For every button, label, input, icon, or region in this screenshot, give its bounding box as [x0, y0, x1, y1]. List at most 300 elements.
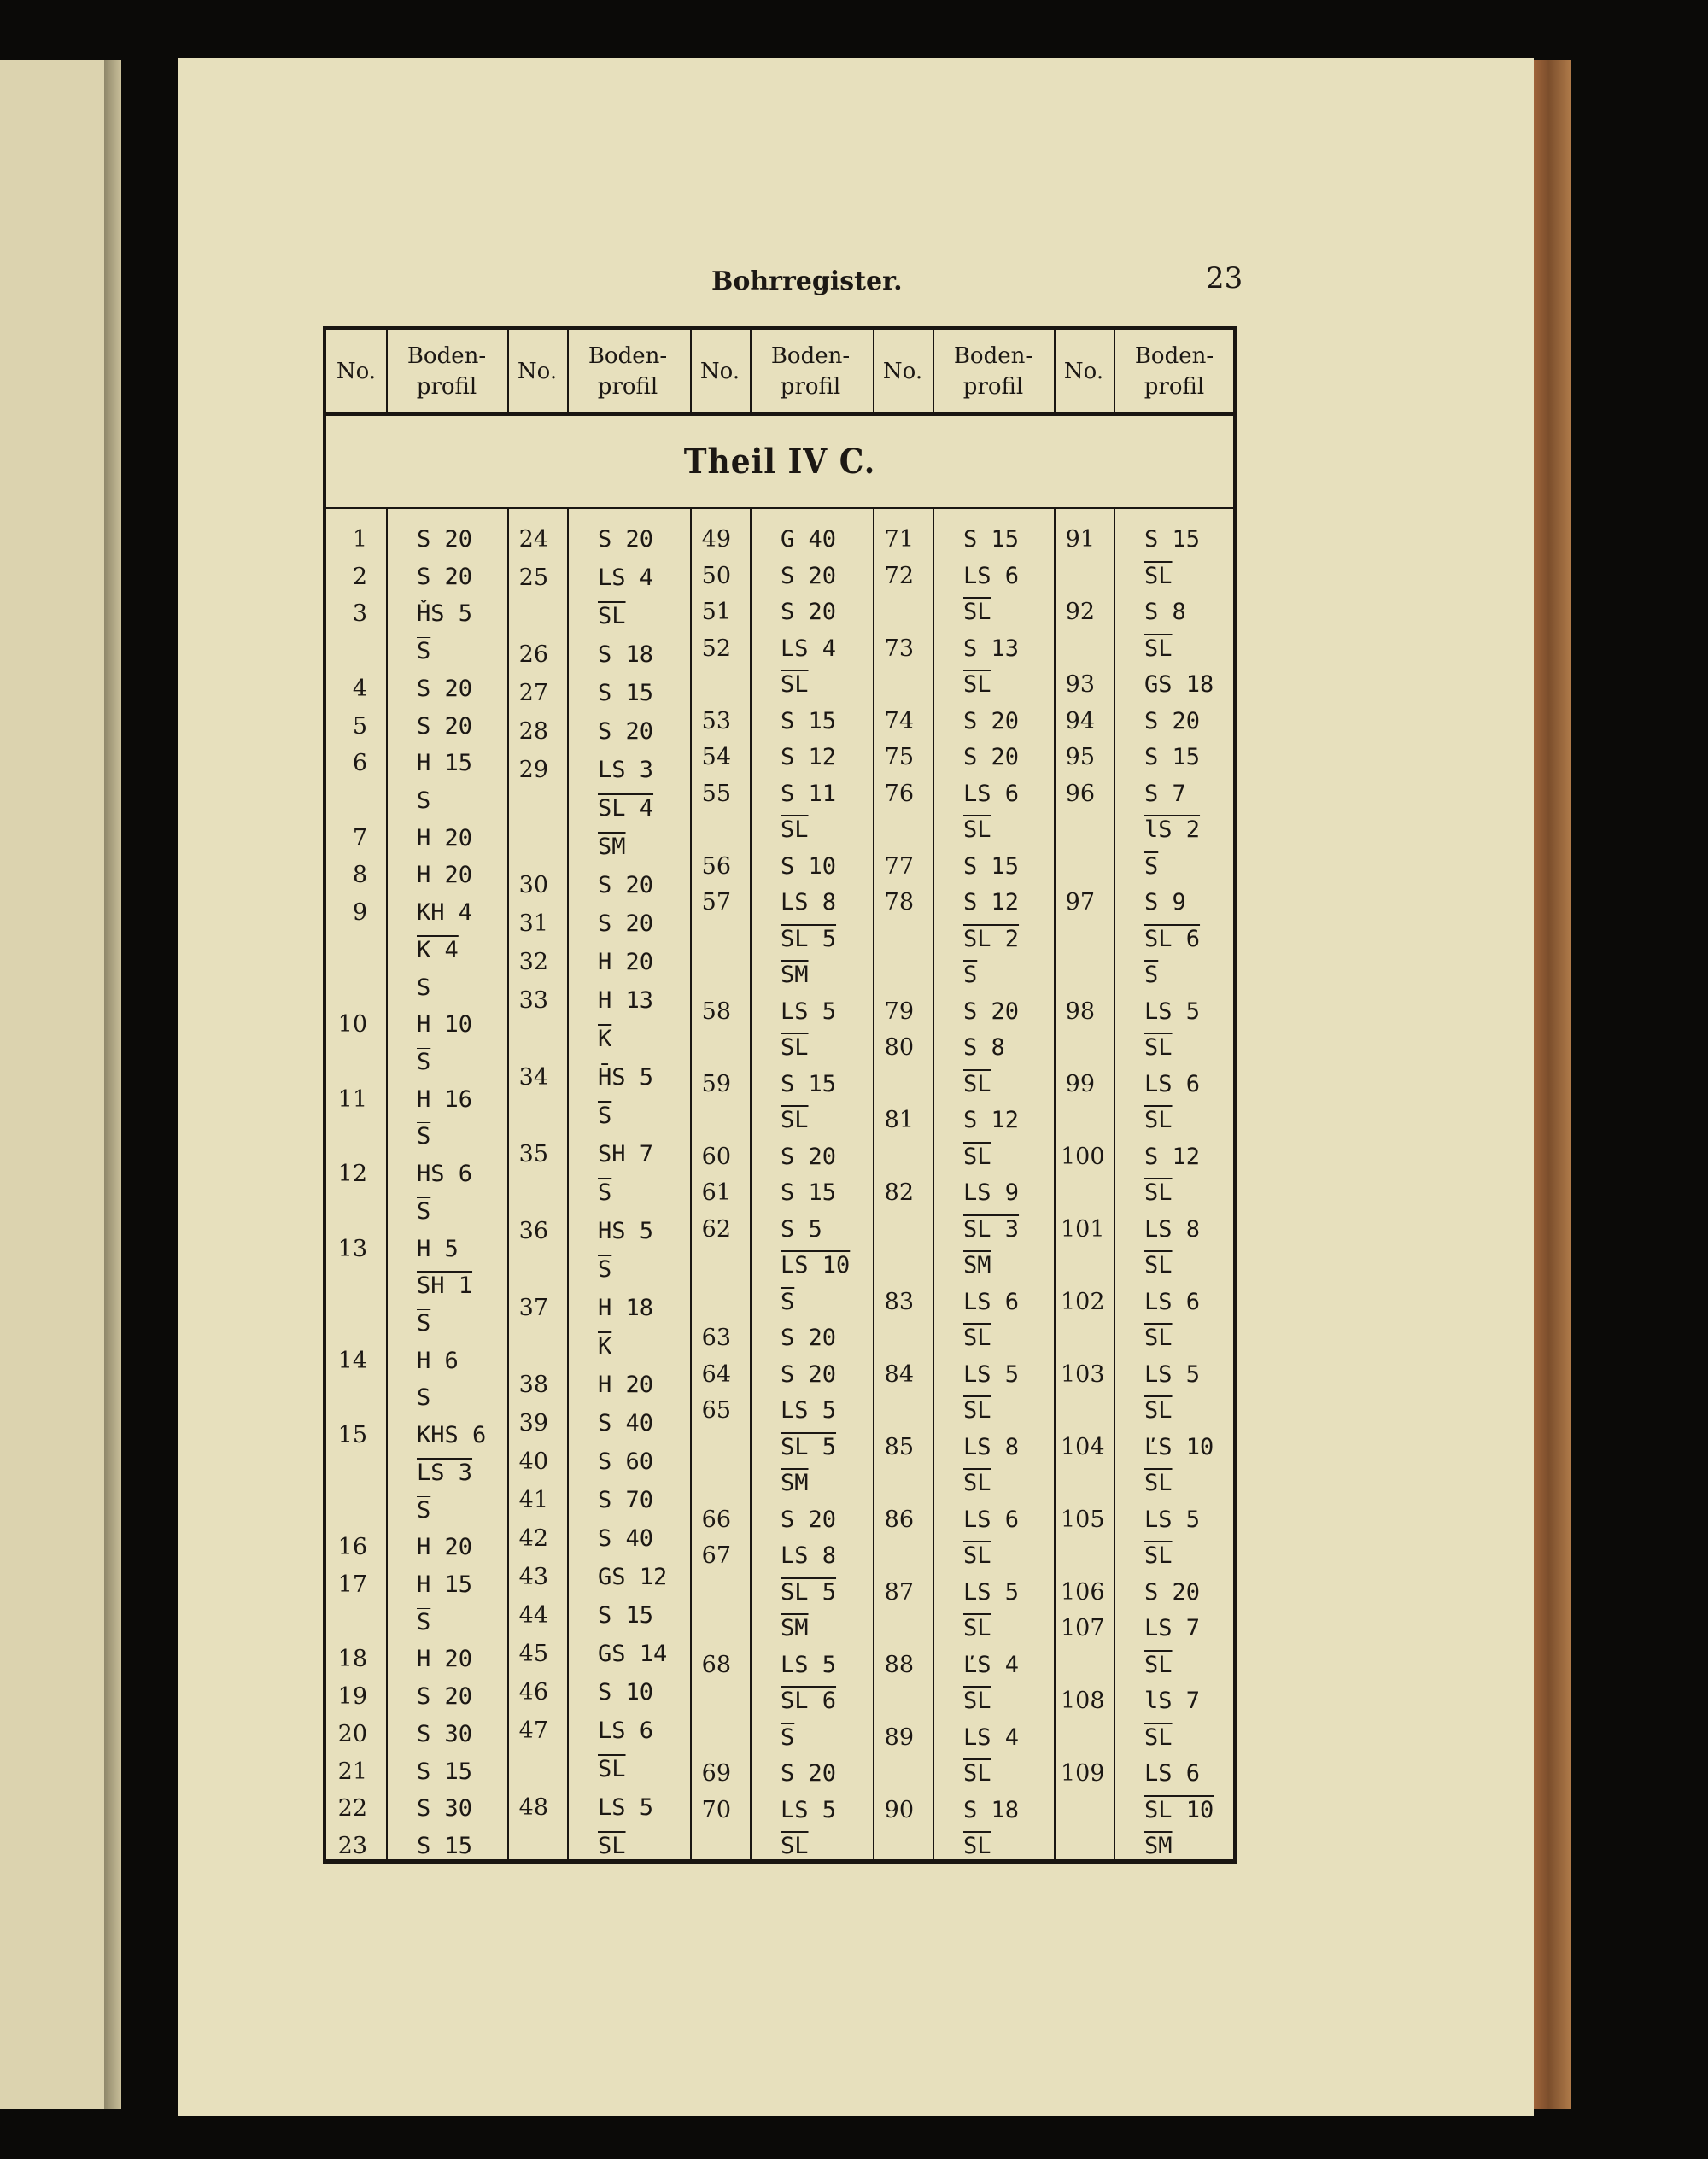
boring-number: 26 [518, 641, 548, 668]
soil-profile: S 18 [598, 641, 654, 668]
soil-profile: H 6 [417, 1347, 459, 1374]
soil-profile: S 20 [417, 675, 473, 702]
boring-number: 92 [1065, 599, 1095, 625]
header-no: No. [517, 358, 558, 384]
boring-number: 101 [1061, 1215, 1105, 1243]
boring-number: 61 [701, 1179, 731, 1206]
soil-profile: $\overline{SL}$ [1144, 1034, 1173, 1061]
soil-profile: S 20 [417, 1683, 473, 1711]
soil-profile: SL 5 [781, 1433, 837, 1460]
soil-profile: LS 5 [1144, 1360, 1201, 1388]
boring-number: 64 [701, 1360, 731, 1388]
soil-profile: S 20 [781, 1760, 837, 1787]
soil-profile: ĽS 10 [1144, 1433, 1214, 1460]
soil-profile: S 15 [598, 1602, 654, 1629]
boring-number: 47 [518, 1717, 548, 1744]
soil-profile: S 12 [963, 1107, 1020, 1133]
soil-profile: S 15 [781, 1070, 837, 1097]
soil-profile: S 8 [1144, 599, 1186, 625]
soil-profile: $\overline{SL}$ [1144, 1107, 1173, 1133]
soil-profile: LS 8 [963, 1433, 1020, 1460]
soil-profile: LS 3 [598, 757, 654, 783]
boring-number: 80 [884, 1034, 914, 1061]
soil-profile: S 15 [598, 680, 654, 706]
boring-number: 16 [337, 1534, 367, 1561]
column-rule [1114, 507, 1115, 1859]
soil-profile: S 70 [598, 1487, 654, 1513]
boring-number: 71 [884, 526, 914, 553]
soil-profile: H 20 [417, 824, 473, 851]
soil-profile: lS 2 [1144, 816, 1201, 843]
soil-profile: S 9 [1144, 889, 1186, 916]
soil-profile: SL 5 [781, 1578, 837, 1606]
soil-profile: SL 4 [598, 795, 654, 822]
boring-number: 10 [337, 1011, 367, 1039]
boring-number: 40 [518, 1448, 548, 1475]
boring-number: 107 [1061, 1615, 1105, 1641]
boring-number: 62 [701, 1215, 731, 1243]
header-no: No. [882, 358, 923, 384]
soil-profile: S 30 [417, 1795, 473, 1823]
soil-profile: S 40 [598, 1410, 654, 1436]
boring-number: 17 [337, 1571, 367, 1598]
soil-profile: S̅ [417, 638, 431, 665]
boring-number: 44 [518, 1602, 548, 1629]
soil-profile: S̅ [417, 1496, 431, 1524]
soil-profile: $\overline{SL}$ [781, 1833, 809, 1859]
header-no: No. [699, 358, 740, 384]
soil-profile: SL 5 [781, 925, 837, 952]
soil-profile: S 12 [963, 889, 1020, 916]
soil-profile: SL 6 [781, 1688, 837, 1714]
soil-profile: LS 4 [781, 635, 837, 662]
soil-profile: H 20 [417, 862, 473, 889]
header-bodenprofil: Boden- profil [770, 342, 851, 400]
soil-profile: GS 18 [1144, 671, 1214, 698]
soil-profile: S̅ [417, 1197, 431, 1225]
soil-profile: $\overline{S}$ [1144, 852, 1159, 880]
soil-profile: $\overline{SL}$ [963, 1688, 991, 1714]
soil-profile: LS 6 [963, 562, 1020, 589]
soil-profile: $\overline{SL}$ [963, 599, 991, 625]
soil-profile: LS 5 [781, 1397, 837, 1424]
boring-number: 42 [518, 1525, 548, 1552]
boring-number: 83 [884, 1288, 914, 1315]
soil-profile: $\overline{SM}$ [781, 1615, 809, 1641]
soil-profile: $\overline{SL}$ [963, 1542, 991, 1569]
soil-profile: S 15 [417, 1833, 473, 1859]
soil-profile: SH 7 [598, 1141, 654, 1167]
boring-number: 3 [352, 600, 367, 628]
soil-profile: LS 6 [1144, 1288, 1201, 1315]
soil-profile: S̅ [417, 1123, 431, 1150]
soil-profile: SL 10 [1144, 1796, 1214, 1823]
soil-profile: S̅ [417, 974, 431, 1001]
boring-number: 93 [1065, 671, 1095, 698]
soil-profile: LS 5 [1144, 998, 1201, 1025]
soil-profile: $\overline{SM}$ [963, 1252, 991, 1278]
soil-profile: $\overline{K}$ [598, 1333, 612, 1360]
soil-profile: H 5 [417, 1235, 459, 1262]
boring-number: 86 [884, 1506, 914, 1533]
boring-number: 78 [884, 889, 914, 916]
soil-profile: S 13 [963, 635, 1020, 662]
soil-profile: $\overline{SL}$ [963, 1615, 991, 1641]
soil-profile: S 20 [781, 1325, 837, 1351]
soil-profile: S 7 [1144, 780, 1186, 807]
soil-profile: $\overline{SL}$ [1144, 1542, 1173, 1569]
boring-number: 77 [884, 852, 914, 880]
soil-profile: $\overline{SM}$ [781, 1470, 809, 1496]
column-rule [873, 507, 874, 1859]
boring-number: 91 [1065, 526, 1095, 553]
soil-profile: LS 8 [781, 1542, 837, 1569]
soil-profile: H 15 [417, 1571, 473, 1598]
boring-number: 67 [701, 1542, 731, 1569]
soil-profile: S 20 [1144, 1578, 1201, 1606]
soil-profile: S̅ [417, 1049, 431, 1075]
boring-number: 6 [352, 750, 367, 777]
boring-number: 38 [518, 1372, 548, 1398]
boring-number: 45 [518, 1641, 548, 1667]
column-rule [933, 507, 934, 1859]
boring-number: 58 [701, 998, 731, 1025]
boring-number: 94 [1065, 707, 1095, 734]
soil-profile: S 20 [598, 526, 654, 553]
soil-profile: SL 6 [1144, 925, 1201, 952]
boring-number: 1 [352, 526, 367, 553]
boring-number: 66 [701, 1506, 731, 1533]
soil-profile: HS 6 [417, 1161, 473, 1188]
soil-profile: S 20 [963, 744, 1020, 770]
boring-number: 32 [518, 949, 548, 975]
boring-number: 53 [701, 707, 731, 734]
column-rule [750, 507, 752, 1859]
header-no: No. [1063, 358, 1104, 384]
soil-profile: S 20 [417, 526, 473, 553]
boring-number: 73 [884, 635, 914, 662]
soil-profile: $\overline{SL}$ [1144, 1397, 1173, 1424]
soil-profile: S 20 [598, 872, 654, 898]
soil-profile: HS 5 [598, 1218, 654, 1244]
boring-number: 7 [352, 824, 367, 851]
soil-profile: S̅ [417, 787, 431, 814]
boring-number: 23 [337, 1833, 367, 1859]
header-bodenprofil: Boden- profil [953, 342, 1033, 400]
boring-number: 41 [518, 1487, 548, 1513]
boring-number: 76 [884, 780, 914, 807]
boring-number: 2 [352, 563, 367, 590]
soil-profile: GS 12 [598, 1564, 668, 1590]
column-rule [690, 507, 692, 1859]
soil-profile: S 15 [1144, 744, 1201, 770]
boring-number: 104 [1061, 1433, 1105, 1460]
soil-profile: LS 4 [963, 1723, 1020, 1751]
header-no: No. [336, 358, 377, 384]
soil-profile: $\overline{SL}$ [1144, 1252, 1173, 1278]
soil-profile: G 40 [781, 526, 837, 553]
boring-number: 60 [701, 1143, 731, 1170]
boring-number: 33 [518, 987, 548, 1014]
soil-profile: S 10 [781, 852, 837, 880]
soil-profile: S 11 [781, 780, 837, 807]
soil-profile: $\overline{SL}$ [963, 1833, 991, 1859]
boring-number: 108 [1061, 1688, 1105, 1714]
boring-number: 35 [518, 1141, 548, 1167]
boring-number: 9 [352, 899, 367, 927]
soil-profile: LS 5 [781, 1796, 837, 1823]
boring-number: 30 [518, 872, 548, 898]
soil-profile: $\overline{K}$ [598, 1026, 612, 1052]
section-title: Theil IV C. [683, 441, 876, 482]
boring-number: 79 [884, 998, 914, 1025]
boring-number: 43 [518, 1564, 548, 1590]
soil-profile: ĽS 4 [963, 1651, 1020, 1678]
soil-profile: $\overline{SL}$ [781, 1034, 809, 1061]
boring-number: 89 [884, 1723, 914, 1751]
boring-number: 20 [337, 1720, 367, 1747]
boring-number: 96 [1065, 780, 1095, 807]
boring-number: 98 [1065, 998, 1095, 1025]
soil-profile: S̅ [417, 1310, 431, 1337]
boring-number: 105 [1061, 1506, 1105, 1533]
soil-profile: LS 5 [963, 1578, 1020, 1606]
boring-number: 106 [1061, 1578, 1105, 1606]
boring-number: 15 [337, 1422, 367, 1449]
boring-number: 84 [884, 1360, 914, 1388]
soil-profile: $\overline{SL}$ [598, 1833, 626, 1859]
soil-profile: LS 9 [963, 1179, 1020, 1206]
soil-profile: LS 10 [781, 1252, 851, 1278]
soil-profile: ȞS 5 [417, 600, 473, 628]
soil-profile: LS 6 [963, 780, 1020, 807]
soil-profile: $\overline{SM}$ [781, 962, 809, 988]
boring-number: 22 [337, 1795, 367, 1823]
boring-number: 27 [518, 680, 548, 706]
soil-profile: S 15 [417, 1758, 473, 1785]
boring-number: 36 [518, 1218, 548, 1244]
boring-number: 24 [518, 526, 548, 553]
soil-profile: $\overline{SL}$ [598, 1756, 626, 1782]
soil-profile: LS 7 [1144, 1615, 1201, 1641]
boring-number: 8 [352, 862, 367, 889]
boring-number: 11 [337, 1085, 367, 1113]
boring-number: 52 [701, 635, 731, 662]
soil-profile: LS 3 [417, 1459, 473, 1486]
soil-profile: LS 6 [598, 1717, 654, 1744]
page-number: 23 [1206, 261, 1243, 295]
boring-number: 102 [1061, 1288, 1105, 1315]
soil-profile: $\overline{S}$ [1144, 962, 1159, 988]
header-bodenprofil: Boden- profil [1134, 342, 1214, 400]
bore-register-table [323, 326, 1237, 1864]
soil-profile: S 15 [781, 1179, 837, 1206]
soil-profile: LS 5 [781, 998, 837, 1025]
soil-profile: S 20 [417, 563, 473, 590]
book-gutter [104, 60, 121, 2109]
book-edge [1534, 60, 1571, 2109]
boring-number: 59 [701, 1070, 731, 1097]
soil-profile: S 20 [417, 712, 473, 740]
soil-profile: $\overline{SL}$ [1144, 1470, 1173, 1496]
boring-number: 82 [884, 1179, 914, 1206]
soil-profile: $\overline{SL}$ [1144, 1651, 1173, 1678]
boring-number: 57 [701, 889, 731, 916]
soil-profile: S 20 [1144, 707, 1201, 734]
boring-number: 37 [518, 1295, 548, 1321]
soil-profile: S 20 [781, 1143, 837, 1170]
boring-number: 68 [701, 1651, 731, 1678]
boring-number: 34 [518, 1064, 548, 1091]
soil-profile: S 20 [598, 718, 654, 745]
soil-profile: S 8 [963, 1034, 1005, 1061]
boring-number: 50 [701, 562, 731, 589]
boring-number: 12 [337, 1161, 367, 1188]
soil-profile: S̅ [417, 1608, 431, 1635]
boring-number: 88 [884, 1651, 914, 1678]
soil-profile: LS 5 [963, 1360, 1020, 1388]
boring-number: 72 [884, 562, 914, 589]
boring-number: 21 [337, 1758, 367, 1785]
soil-profile: S 20 [781, 562, 837, 589]
soil-profile: S 60 [598, 1448, 654, 1475]
section-rule [326, 507, 1233, 509]
boring-number: 100 [1061, 1143, 1105, 1170]
soil-profile: $\overline{SL}$ [781, 1107, 809, 1133]
soil-profile: H 20 [417, 1646, 473, 1673]
soil-profile: H 13 [598, 987, 654, 1014]
soil-profile: S 30 [417, 1720, 473, 1747]
soil-profile: lS 7 [1144, 1688, 1201, 1714]
boring-number: 90 [884, 1796, 914, 1823]
boring-number: 46 [518, 1679, 548, 1706]
soil-profile: H 15 [417, 750, 473, 777]
column-rule [567, 507, 569, 1859]
soil-profile: LS 6 [963, 1288, 1020, 1315]
boring-number: 69 [701, 1760, 731, 1787]
boring-number: 103 [1061, 1360, 1105, 1388]
soil-profile: $\overline{S}$ [598, 1256, 612, 1283]
boring-number: 74 [884, 707, 914, 734]
soil-profile: LS 6 [1144, 1760, 1201, 1787]
soil-profile: $\overline{SL}$ [963, 1143, 991, 1170]
soil-profile: S 15 [963, 852, 1020, 880]
soil-profile: S 20 [963, 707, 1020, 734]
soil-profile: $\overline{SM}$ [598, 834, 626, 860]
boring-number: 70 [701, 1796, 731, 1823]
soil-profile: LS 5 [1144, 1506, 1201, 1533]
left-page-edge [0, 60, 108, 2109]
soil-profile: LS 8 [781, 889, 837, 916]
boring-number: 109 [1061, 1760, 1105, 1787]
soil-profile: SH 1 [417, 1273, 473, 1300]
soil-profile: S 20 [781, 1360, 837, 1388]
soil-profile: $\overline{SL}$ [963, 1070, 991, 1097]
soil-profile: $\overline{S}$ [781, 1288, 795, 1315]
boring-number: 85 [884, 1433, 914, 1460]
boring-number: 48 [518, 1794, 548, 1821]
soil-profile: LS 5 [598, 1794, 654, 1821]
boring-number: 97 [1065, 889, 1095, 916]
soil-profile: H 10 [417, 1011, 473, 1039]
boring-number: 49 [701, 526, 731, 553]
soil-profile: K 4 [417, 936, 459, 963]
soil-profile: S 10 [598, 1679, 654, 1706]
soil-profile: $\overline{S}$ [598, 1179, 612, 1206]
boring-number: 13 [337, 1235, 367, 1262]
soil-profile: S 40 [598, 1525, 654, 1552]
soil-profile: S 20 [963, 998, 1020, 1025]
boring-number: 65 [701, 1397, 731, 1424]
boring-number: 51 [701, 599, 731, 625]
boring-number: 55 [701, 780, 731, 807]
soil-profile: KH 4 [417, 899, 473, 927]
soil-profile: GS 14 [598, 1641, 668, 1667]
soil-profile: S 15 [1144, 526, 1201, 553]
soil-profile: $\overline{SL}$ [781, 816, 809, 843]
soil-profile: LS 8 [1144, 1215, 1201, 1243]
soil-profile: S 12 [781, 744, 837, 770]
boring-number: 19 [337, 1683, 367, 1711]
boring-number: 99 [1065, 1070, 1095, 1097]
soil-profile: LS 5 [781, 1651, 837, 1678]
soil-profile: SL 2 [963, 925, 1020, 952]
soil-profile: $\overline{SL}$ [598, 603, 626, 629]
soil-profile: S 20 [598, 910, 654, 937]
boring-number: 63 [701, 1325, 731, 1351]
boring-number: 4 [352, 675, 367, 702]
soil-profile: $\overline{SL}$ [963, 671, 991, 698]
header-bodenprofil: Boden- profil [407, 342, 487, 400]
soil-profile: H 20 [598, 949, 654, 975]
soil-profile: $\overline{SL}$ [1144, 562, 1173, 589]
soil-profile: $\overline{SL}$ [963, 1397, 991, 1424]
boring-number: 39 [518, 1410, 548, 1436]
column-rule [1054, 507, 1056, 1859]
soil-profile: H 20 [417, 1534, 473, 1561]
soil-profile: $\overline{S}$ [781, 1723, 795, 1751]
soil-profile: H 18 [598, 1295, 654, 1321]
soil-profile: LS 6 [1144, 1070, 1201, 1097]
soil-profile: $\overline{S}$ [963, 962, 978, 988]
boring-number: 87 [884, 1578, 914, 1606]
soil-profile: $\overline{SL}$ [963, 1760, 991, 1787]
column-rule [507, 507, 509, 1859]
boring-number: 54 [701, 744, 731, 770]
boring-number: 29 [518, 757, 548, 783]
soil-profile: $\overline{SM}$ [1144, 1833, 1173, 1859]
soil-profile: $\overline{SL}$ [1144, 1325, 1173, 1351]
soil-profile: $\overline{SL}$ [781, 671, 809, 698]
soil-profile: SL 3 [963, 1215, 1020, 1243]
boring-number: 95 [1065, 744, 1095, 770]
soil-profile: H̄S 5 [598, 1064, 654, 1091]
soil-profile: H 20 [598, 1372, 654, 1398]
soil-profile: S 20 [781, 599, 837, 625]
boring-number: 5 [352, 712, 367, 740]
soil-profile: S 5 [781, 1215, 822, 1243]
boring-number: 31 [518, 910, 548, 937]
boring-number: 28 [518, 718, 548, 745]
running-head: Bohrregister. [711, 266, 903, 296]
soil-profile: S 20 [781, 1506, 837, 1533]
soil-profile: $\overline{SL}$ [1144, 635, 1173, 662]
soil-profile: LS 4 [598, 565, 654, 591]
soil-profile: $\overline{SL}$ [1144, 1179, 1173, 1206]
boring-number: 56 [701, 852, 731, 880]
soil-profile: S 12 [1144, 1143, 1201, 1170]
boring-number: 18 [337, 1646, 367, 1673]
